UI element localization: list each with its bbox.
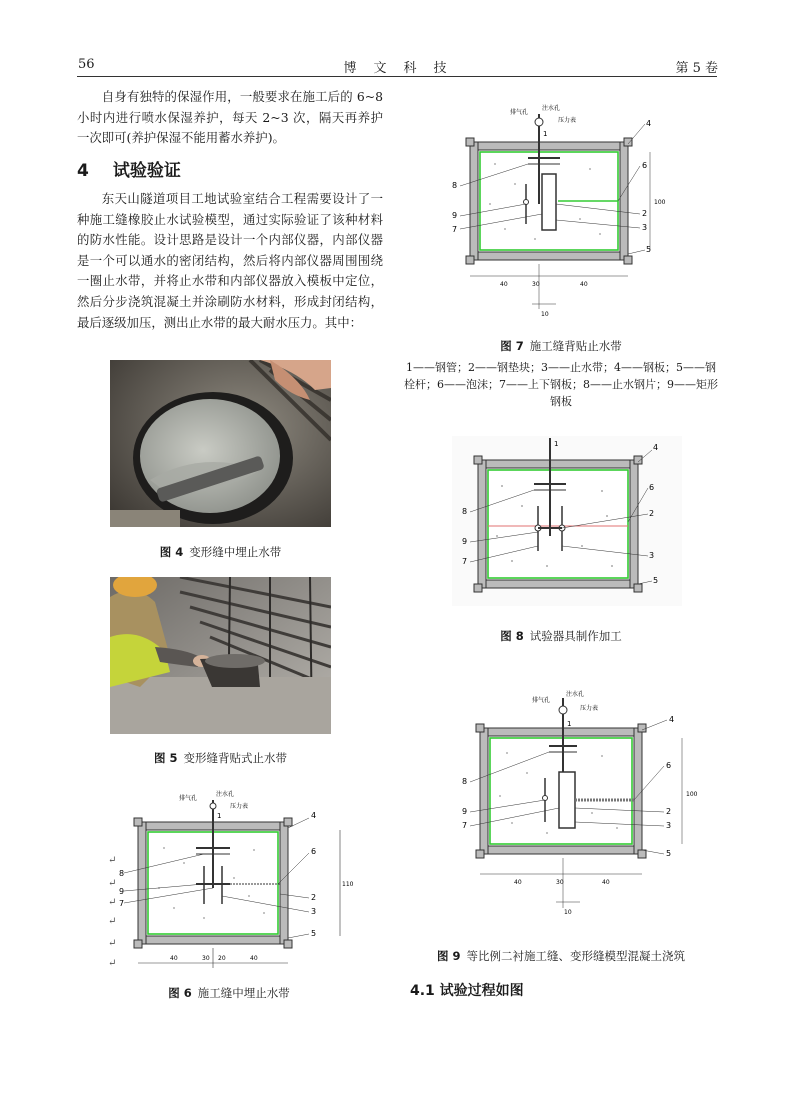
- fig7-dim-10: 10: [541, 311, 549, 318]
- fig8-n1: 1: [554, 440, 559, 448]
- fig7-n9: 9: [452, 211, 458, 220]
- fig7-caption: [403, 338, 719, 354]
- fig6-n4: 4: [311, 811, 317, 820]
- fig6-dim-40b: 40: [250, 955, 258, 962]
- fig9-title: 等比例二衬施工缝、变形缝模型混凝土浇筑: [466, 949, 685, 963]
- fig9-dim-100: 100: [686, 791, 698, 798]
- fig8-n6: 6: [649, 483, 655, 492]
- fig8-diagram: [452, 436, 682, 606]
- fig6-caption: [104, 985, 354, 1001]
- fig7-n3: 3: [642, 223, 648, 232]
- fig7-title: 施工缝背贴止水带: [529, 339, 622, 353]
- fig9-number: 图 9: [436, 949, 461, 963]
- fig9-n4: 4: [669, 715, 675, 724]
- volume: 第 5 卷: [675, 61, 718, 76]
- fig9-n7: 7: [462, 821, 468, 830]
- fig7-n6: 6: [642, 161, 648, 170]
- fig4-caption: [110, 544, 331, 560]
- fig8-caption: [403, 628, 719, 644]
- fig5-title: 变形缝背贴式止水带: [183, 751, 287, 765]
- section-number: 4: [77, 161, 89, 181]
- fig8-n3: 3: [649, 551, 655, 560]
- crlf-mark: ↵: [108, 958, 117, 969]
- fig9-n5: 5: [666, 849, 672, 858]
- crlf-mark: ↵: [108, 916, 117, 927]
- fig8-number: 图 8: [500, 629, 524, 643]
- fig7-diagram: [440, 104, 680, 324]
- fig6-title: 施工缝中埋止水带: [197, 986, 290, 1000]
- fig9-gauge-label: 压力表: [580, 705, 599, 712]
- fig8-title: 试验器具制作加工: [529, 629, 622, 643]
- fig6-n7: 7: [119, 899, 125, 908]
- fig8-n8: 8: [462, 507, 468, 516]
- fig6-n5: 5: [311, 929, 317, 938]
- fig6-dim-20: 20: [218, 955, 226, 962]
- fig6-inlet-label: 注水孔: [216, 791, 235, 798]
- fig7-dim-30: 30: [532, 281, 540, 288]
- fig4-title: 变形缝中埋止水带: [189, 545, 282, 559]
- fig9-n9: 9: [462, 807, 468, 816]
- fig7-vent-label: 排气孔: [510, 109, 529, 116]
- fig6-n2: 2: [311, 893, 317, 902]
- fig6-n8: 8: [119, 869, 125, 878]
- fig6-gauge-label: 压力表: [230, 803, 249, 810]
- fig6-vent-label: 排气孔: [179, 795, 198, 802]
- fig6-diagram: [104, 788, 354, 978]
- fig9-vent-label: 排气孔: [532, 697, 551, 704]
- fig7-n8: 8: [452, 181, 458, 190]
- fig7-gauge-label: 压力表: [558, 117, 577, 124]
- fig8-n5: 5: [653, 576, 659, 585]
- crlf-mark: ↵: [108, 938, 117, 949]
- fig6-dim-40a: 40: [170, 955, 178, 962]
- fig6-dim-30: 30: [202, 955, 210, 962]
- header-rule: [77, 76, 717, 77]
- fig9-n3: 3: [666, 821, 672, 830]
- fig8-n2: 2: [649, 509, 655, 518]
- fig9-dim-40b: 40: [602, 879, 610, 886]
- fig7-n5: 5: [646, 245, 652, 254]
- fig6-n3: 3: [311, 907, 317, 916]
- fig9-dim-10: 10: [564, 909, 572, 916]
- fig9-dim-40a: 40: [514, 879, 522, 886]
- section-title: 试验验证: [112, 161, 181, 181]
- fig4-number: 图 4: [159, 545, 184, 559]
- fig8-n9: 9: [462, 537, 468, 546]
- fig9-diagram: [452, 688, 702, 920]
- fig7-n2: 2: [642, 209, 648, 218]
- fig9-n8: 8: [462, 777, 468, 786]
- intro-paragraph: 自身有独特的保湿作用，一般要求在施工后的 6~8 小时内进行喷水保湿养护，每天 2~3 次，隔天再养护一次即可(养护保湿不能用蓄水养护)。: [77, 89, 383, 146]
- fig7-legend: 1——钢管；2——钢垫块；3——止水带；4——钢板；5——钢栓杆；6——泡沫；7——上下钢板；8——止水钢片；9——矩形钢板: [404, 361, 718, 408]
- subsection-heading: 4.1 试验过程如图: [410, 983, 524, 999]
- fig4-photo: [110, 360, 331, 527]
- fig5-number: 图 5: [153, 751, 178, 765]
- fig7-n4: 4: [646, 119, 652, 128]
- page-number: 56: [78, 57, 95, 72]
- fig9-n1: 1: [567, 720, 572, 728]
- crlf-mark: ↵: [108, 878, 117, 889]
- fig7-n7: 7: [452, 225, 458, 234]
- fig8-n7: 7: [462, 557, 468, 566]
- fig6-dim-110: 110: [342, 881, 354, 888]
- fig7-dim-40a: 40: [500, 281, 508, 288]
- journal-title: 博 文 科 技: [343, 61, 449, 76]
- fig7-dim-40b: 40: [580, 281, 588, 288]
- body-paragraph: 东天山隧道项目工地试验室结合工程需要设计了一种施工缝橡胶止水试验模型，通过实际验证了该种材料的防水性能。设计思路是设计一个内部仪器，内部仪器是一个可以通水的密闭结构，然后将内部仪器周围围绕一圈止水带，并将止水带和内部仪器放入模板中定位，然后分步浇筑混凝土并涂刷防水材料，形成封闭结构，最后逐级加压，测出止水带的最大耐水压力。其中：: [77, 191, 383, 330]
- fig6-number: 图 6: [168, 986, 192, 1000]
- fig9-n6: 6: [666, 761, 672, 770]
- fig6-n1: 1: [217, 812, 222, 820]
- section-heading: [77, 156, 181, 181]
- crlf-mark: ↵: [108, 855, 117, 866]
- fig7-dim-100: 100: [654, 199, 666, 206]
- fig7-number: 图 7: [500, 339, 524, 353]
- fig8-n4: 4: [653, 443, 659, 452]
- fig9-inlet-label: 注水孔: [566, 691, 585, 698]
- fig5-caption: [110, 750, 331, 766]
- fig9-n2: 2: [666, 807, 672, 816]
- fig6-n6: 6: [311, 847, 317, 856]
- fig9-dim-30: 30: [556, 879, 564, 886]
- fig9-caption: [403, 948, 719, 964]
- fig6-n9: 9: [119, 887, 125, 896]
- crlf-mark: ↵: [108, 897, 117, 908]
- fig7-n1: 1: [543, 130, 548, 138]
- fig5-photo: [110, 577, 331, 734]
- fig7-inlet-label: 注水孔: [542, 105, 561, 112]
